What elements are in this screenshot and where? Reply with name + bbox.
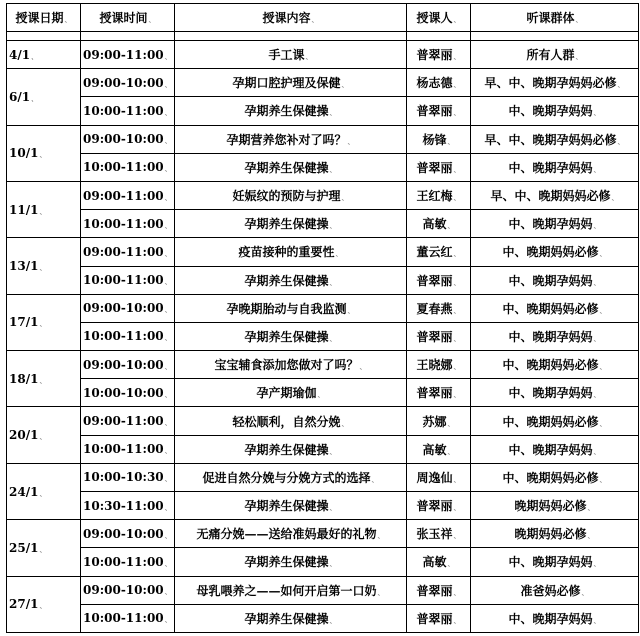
- cell-mark: 、: [611, 194, 619, 203]
- cell-mark: 、: [39, 602, 47, 611]
- cell-mark: 、: [164, 559, 172, 568]
- teacher-cell: 高敏、: [407, 435, 471, 463]
- time-cell: 10:00-11:00、: [81, 322, 175, 350]
- teacher-cell: 普翠丽、: [407, 266, 471, 294]
- cell-mark: 、: [599, 306, 607, 315]
- spacer-cell: [81, 32, 175, 41]
- audience-cell: 所有人群、: [471, 41, 639, 69]
- teacher-cell: 张玉祥、: [407, 520, 471, 548]
- date-cell: 4/1、: [7, 41, 81, 69]
- teacher-cell: 杨志德、: [407, 69, 471, 97]
- cell-mark: 、: [329, 109, 337, 118]
- cell-mark: 、: [377, 532, 385, 541]
- table-row: [7, 492, 639, 520]
- audience-cell: 中、晚期妈妈必修、: [471, 351, 639, 379]
- cell-mark: 、: [39, 207, 47, 216]
- audience-cell: 早、中、晚期妈妈必修、: [471, 181, 639, 209]
- time-cell: 10:00-11:00、: [81, 548, 175, 576]
- cell-mark: 、: [164, 52, 172, 61]
- content-cell: 孕产期瑜伽、: [175, 379, 407, 407]
- cell-mark: 、: [447, 222, 455, 231]
- spacer-cell: [175, 32, 407, 41]
- cell-mark: 、: [575, 53, 583, 62]
- time-cell: 10:30-11:00、: [81, 492, 175, 520]
- teacher-cell: 普翠丽、: [407, 379, 471, 407]
- teacher-cell: 普翠丽、: [407, 492, 471, 520]
- content-cell: 疫苗接种的重要性、: [175, 238, 407, 266]
- content-cell: 孕期养生保健操、: [175, 97, 407, 125]
- time-cell: 10:00-11:00、: [81, 266, 175, 294]
- cell-mark: 、: [329, 278, 337, 287]
- cell-mark: 、: [599, 363, 607, 372]
- cell-mark: 、: [453, 81, 461, 90]
- audience-cell: 中、晚期孕妈妈、: [471, 548, 639, 576]
- table-row: [7, 351, 639, 379]
- content-cell: 孕期养生保健操、: [175, 266, 407, 294]
- content-cell: 孕期养生保健操、: [175, 322, 407, 350]
- cell-mark: 、: [453, 334, 461, 343]
- date-cell: 20/1、: [7, 407, 81, 463]
- time-cell: 10:00-11:00、: [81, 604, 175, 632]
- audience-cell: 晚期妈妈必修、: [471, 492, 639, 520]
- date-cell: 27/1、: [7, 576, 81, 632]
- cell-mark: 、: [453, 532, 461, 541]
- date-cell: 11/1、: [7, 181, 81, 237]
- cell-mark: 、: [453, 306, 461, 315]
- cell-mark: 、: [329, 165, 337, 174]
- time-cell: 10:00-11:00、: [81, 210, 175, 238]
- audience-cell: 晚期妈妈必修、: [471, 520, 639, 548]
- audience-cell: 中、晚期妈妈必修、: [471, 407, 639, 435]
- table-row: [7, 153, 639, 181]
- date-cell: 24/1、: [7, 463, 81, 519]
- audience-cell: 中、晚期孕妈妈、: [471, 322, 639, 350]
- table-row: [7, 238, 639, 266]
- cell-mark: 、: [39, 264, 47, 272]
- audience-cell: 中、晚期孕妈妈、: [471, 210, 639, 238]
- teacher-cell: 普翠丽、: [407, 41, 471, 69]
- cell-mark: 、: [453, 250, 461, 259]
- table-row: [7, 294, 639, 322]
- schedule-body: [7, 32, 639, 633]
- date-cell: 17/1、: [7, 294, 81, 350]
- cell-mark: 、: [329, 616, 337, 625]
- time-cell: 09:00-10:00、: [81, 125, 175, 153]
- date-cell: 18/1、: [7, 351, 81, 407]
- teacher-cell: 高敏、: [407, 548, 471, 576]
- cell-mark: 、: [305, 53, 313, 62]
- content-cell: 孕期营养您补对了吗？、: [175, 125, 407, 153]
- header-time: 授课时间、: [81, 4, 175, 32]
- time-cell: 09:00-10:00、: [81, 294, 175, 322]
- audience-cell: 中、晚期孕妈妈、: [471, 266, 639, 294]
- cell-mark: 、: [453, 391, 461, 400]
- cell-mark: 、: [447, 560, 455, 569]
- content-cell: 孕期口腔护理及保健、: [175, 69, 407, 97]
- cell-mark: 、: [164, 503, 172, 512]
- header-date: 授课日期、: [7, 4, 81, 32]
- teacher-cell: 苏娜、: [407, 407, 471, 435]
- audience-cell: 早、中、晚期孕妈妈必修、: [471, 125, 639, 153]
- audience-cell: 中、晚期孕妈妈、: [471, 379, 639, 407]
- cell-mark: 、: [164, 475, 172, 484]
- content-cell: 妊娠纹的预防与护理、: [175, 181, 407, 209]
- audience-cell: 中、晚期妈妈必修、: [471, 238, 639, 266]
- cell-mark: 、: [453, 588, 461, 597]
- audience-cell: 中、晚期孕妈妈、: [471, 604, 639, 632]
- cell-mark: 、: [164, 278, 172, 287]
- content-cell: 孕期养生保健操、: [175, 604, 407, 632]
- table-row: [7, 69, 639, 97]
- cell-mark: 、: [341, 419, 349, 428]
- content-cell: 孕期养生保健操、: [175, 210, 407, 238]
- date-cell: 6/1、: [7, 69, 81, 125]
- cell-mark: 、: [164, 531, 172, 540]
- cell-mark: 、: [39, 320, 47, 329]
- audience-cell: 中、晚期妈妈必修、: [471, 463, 639, 491]
- audience-cell: 中、晚期孕妈妈、: [471, 153, 639, 181]
- teacher-cell: 高敏、: [407, 210, 471, 238]
- audience-cell: 中、晚期孕妈妈、: [471, 97, 639, 125]
- time-cell: 09:00-10:00、: [81, 69, 175, 97]
- cell-mark: 、: [329, 334, 337, 343]
- content-cell: 宝宝辅食添加您做对了吗？、: [175, 351, 407, 379]
- cell-mark: 、: [617, 81, 625, 90]
- cell-mark: 、: [164, 447, 172, 456]
- cell-mark: 、: [31, 94, 39, 103]
- audience-cell: 中、晚期妈妈必修、: [471, 294, 639, 322]
- cell-mark: 、: [347, 306, 355, 315]
- cell-mark: 、: [377, 588, 385, 597]
- table-row: [7, 463, 639, 491]
- cell-mark: 、: [317, 391, 325, 400]
- spacer-row: [7, 32, 639, 41]
- cell-mark: 、: [39, 376, 47, 385]
- table-row: [7, 520, 639, 548]
- time-cell: 10:00-11:00、: [81, 435, 175, 463]
- teacher-cell: 普翠丽、: [407, 97, 471, 125]
- table-row: [7, 210, 639, 238]
- teacher-cell: 王红梅、: [407, 181, 471, 209]
- table-row: [7, 548, 639, 576]
- content-cell: 孕期养生保健操、: [175, 153, 407, 181]
- content-cell: 孕期养生保健操、: [175, 435, 407, 463]
- time-cell: 09:00-11:00、: [81, 238, 175, 266]
- cell-mark: 、: [371, 475, 379, 484]
- cell-mark: 、: [329, 560, 337, 569]
- cell-mark: 、: [39, 151, 47, 160]
- cell-mark: 、: [447, 137, 455, 146]
- spacer-cell: [471, 32, 639, 41]
- cell-mark: 、: [164, 137, 172, 146]
- cell-mark: 、: [341, 81, 349, 90]
- table-row: [7, 181, 639, 209]
- time-cell: 09:00-11:00、: [81, 41, 175, 69]
- cell-mark: 、: [453, 109, 461, 118]
- cell-mark: 、: [335, 250, 343, 259]
- time-cell: 10:00-10:30、: [81, 463, 175, 491]
- cell-mark: 、: [164, 588, 172, 597]
- teacher-cell: 王晓娜、: [407, 351, 471, 379]
- teacher-cell: 普翠丽、: [407, 604, 471, 632]
- cell-mark: 、: [453, 165, 461, 174]
- cell-mark: 、: [453, 363, 461, 372]
- cell-mark: 、: [599, 419, 607, 428]
- cell-mark: 、: [39, 489, 47, 498]
- cell-mark: 、: [164, 249, 172, 258]
- teacher-cell: 周逸仙、: [407, 463, 471, 491]
- cell-mark: 、: [39, 433, 47, 442]
- cell-mark: 、: [593, 109, 601, 118]
- cell-mark: 、: [447, 419, 455, 428]
- content-cell: 母乳喂养之——如何开启第一口奶、: [175, 576, 407, 604]
- content-cell: 轻松顺利，自然分娩、: [175, 407, 407, 435]
- cell-mark: 、: [581, 588, 589, 597]
- header-row: [7, 4, 639, 32]
- table-row: [7, 266, 639, 294]
- table-row: [7, 576, 639, 604]
- cell-mark: 、: [593, 560, 601, 569]
- cell-mark: 、: [329, 222, 337, 231]
- cell-mark: 、: [347, 137, 355, 146]
- cell-mark: 、: [31, 52, 39, 61]
- audience-cell: 早、中、晚期孕妈妈必修、: [471, 69, 639, 97]
- cell-mark: 、: [164, 334, 172, 343]
- date-cell: 10/1、: [7, 125, 81, 181]
- date-cell: 13/1、: [7, 238, 81, 294]
- table-row: [7, 125, 639, 153]
- header-content: 授课内容、: [175, 4, 407, 32]
- cell-mark: 、: [164, 616, 172, 625]
- teacher-cell: 普翠丽、: [407, 576, 471, 604]
- cell-mark: 、: [359, 363, 367, 372]
- cell-mark: 、: [587, 532, 595, 541]
- cell-mark: 、: [617, 137, 625, 146]
- table-row: [7, 407, 639, 435]
- content-cell: 促进自然分娩与分娩方式的选择、: [175, 463, 407, 491]
- date-cell: 25/1、: [7, 520, 81, 576]
- time-cell: 10:00-10:00、: [81, 379, 175, 407]
- table-row: [7, 97, 639, 125]
- audience-cell: 中、晚期孕妈妈、: [471, 435, 639, 463]
- cell-mark: 、: [329, 447, 337, 456]
- cell-mark: 、: [164, 390, 172, 399]
- cell-mark: 、: [587, 504, 595, 513]
- cell-mark: 、: [599, 250, 607, 259]
- time-cell: 10:00-11:00、: [81, 153, 175, 181]
- cell-mark: 、: [453, 278, 461, 287]
- cell-mark: 、: [164, 108, 172, 117]
- cell-mark: 、: [341, 194, 349, 203]
- cell-mark: 、: [447, 447, 455, 456]
- cell-mark: 、: [164, 80, 172, 89]
- cell-mark: 、: [39, 545, 47, 554]
- cell-mark: 、: [593, 447, 601, 456]
- cell-mark: 、: [164, 362, 172, 371]
- teacher-cell: 普翠丽、: [407, 322, 471, 350]
- time-cell: 09:00-10:00、: [81, 520, 175, 548]
- cell-mark: 、: [593, 165, 601, 174]
- cell-mark: 、: [453, 53, 461, 62]
- cell-mark: 、: [593, 334, 601, 343]
- teacher-cell: 普翠丽、: [407, 153, 471, 181]
- content-cell: 无痛分娩——送给准妈最好的礼物、: [175, 520, 407, 548]
- spacer-cell: [7, 32, 81, 41]
- audience-cell: 准爸妈必修、: [471, 576, 639, 604]
- cell-mark: 、: [593, 391, 601, 400]
- table-row: [7, 379, 639, 407]
- cell-mark: 、: [164, 165, 172, 174]
- cell-mark: 、: [164, 419, 172, 428]
- teacher-cell: 夏春燕、: [407, 294, 471, 322]
- cell-mark: 、: [593, 222, 601, 231]
- table-row: [7, 604, 639, 632]
- cell-mark: 、: [453, 475, 461, 484]
- time-cell: 10:00-11:00、: [81, 97, 175, 125]
- table-row: [7, 435, 639, 463]
- content-cell: 孕晚期胎动与自我监测、: [175, 294, 407, 322]
- table-row: [7, 322, 639, 350]
- cell-mark: 、: [164, 306, 172, 315]
- content-cell: 孕期养生保健操、: [175, 492, 407, 520]
- cell-mark: 、: [453, 616, 461, 625]
- time-cell: 09:00-10:00、: [81, 351, 175, 379]
- cell-mark: 、: [164, 193, 172, 202]
- table-row: [7, 41, 639, 69]
- teacher-cell: 杨锋、: [407, 125, 471, 153]
- teacher-cell: 董云红、: [407, 238, 471, 266]
- header-audience: 听课群体、: [471, 4, 639, 32]
- spacer-cell: [407, 32, 471, 41]
- cell-mark: 、: [164, 221, 172, 230]
- cell-mark: 、: [329, 504, 337, 513]
- cell-mark: 、: [593, 616, 601, 625]
- time-cell: 09:00-11:00、: [81, 181, 175, 209]
- cell-mark: 、: [599, 475, 607, 484]
- class-schedule-table: [6, 3, 639, 633]
- time-cell: 09:00-11:00、: [81, 407, 175, 435]
- content-cell: 手工课、: [175, 41, 407, 69]
- cell-mark: 、: [453, 504, 461, 513]
- header-teacher: 授课人、: [407, 4, 471, 32]
- cell-mark: 、: [593, 278, 601, 287]
- time-cell: 09:00-10:00、: [81, 576, 175, 604]
- content-cell: 孕期养生保健操、: [175, 548, 407, 576]
- cell-mark: 、: [453, 194, 461, 203]
